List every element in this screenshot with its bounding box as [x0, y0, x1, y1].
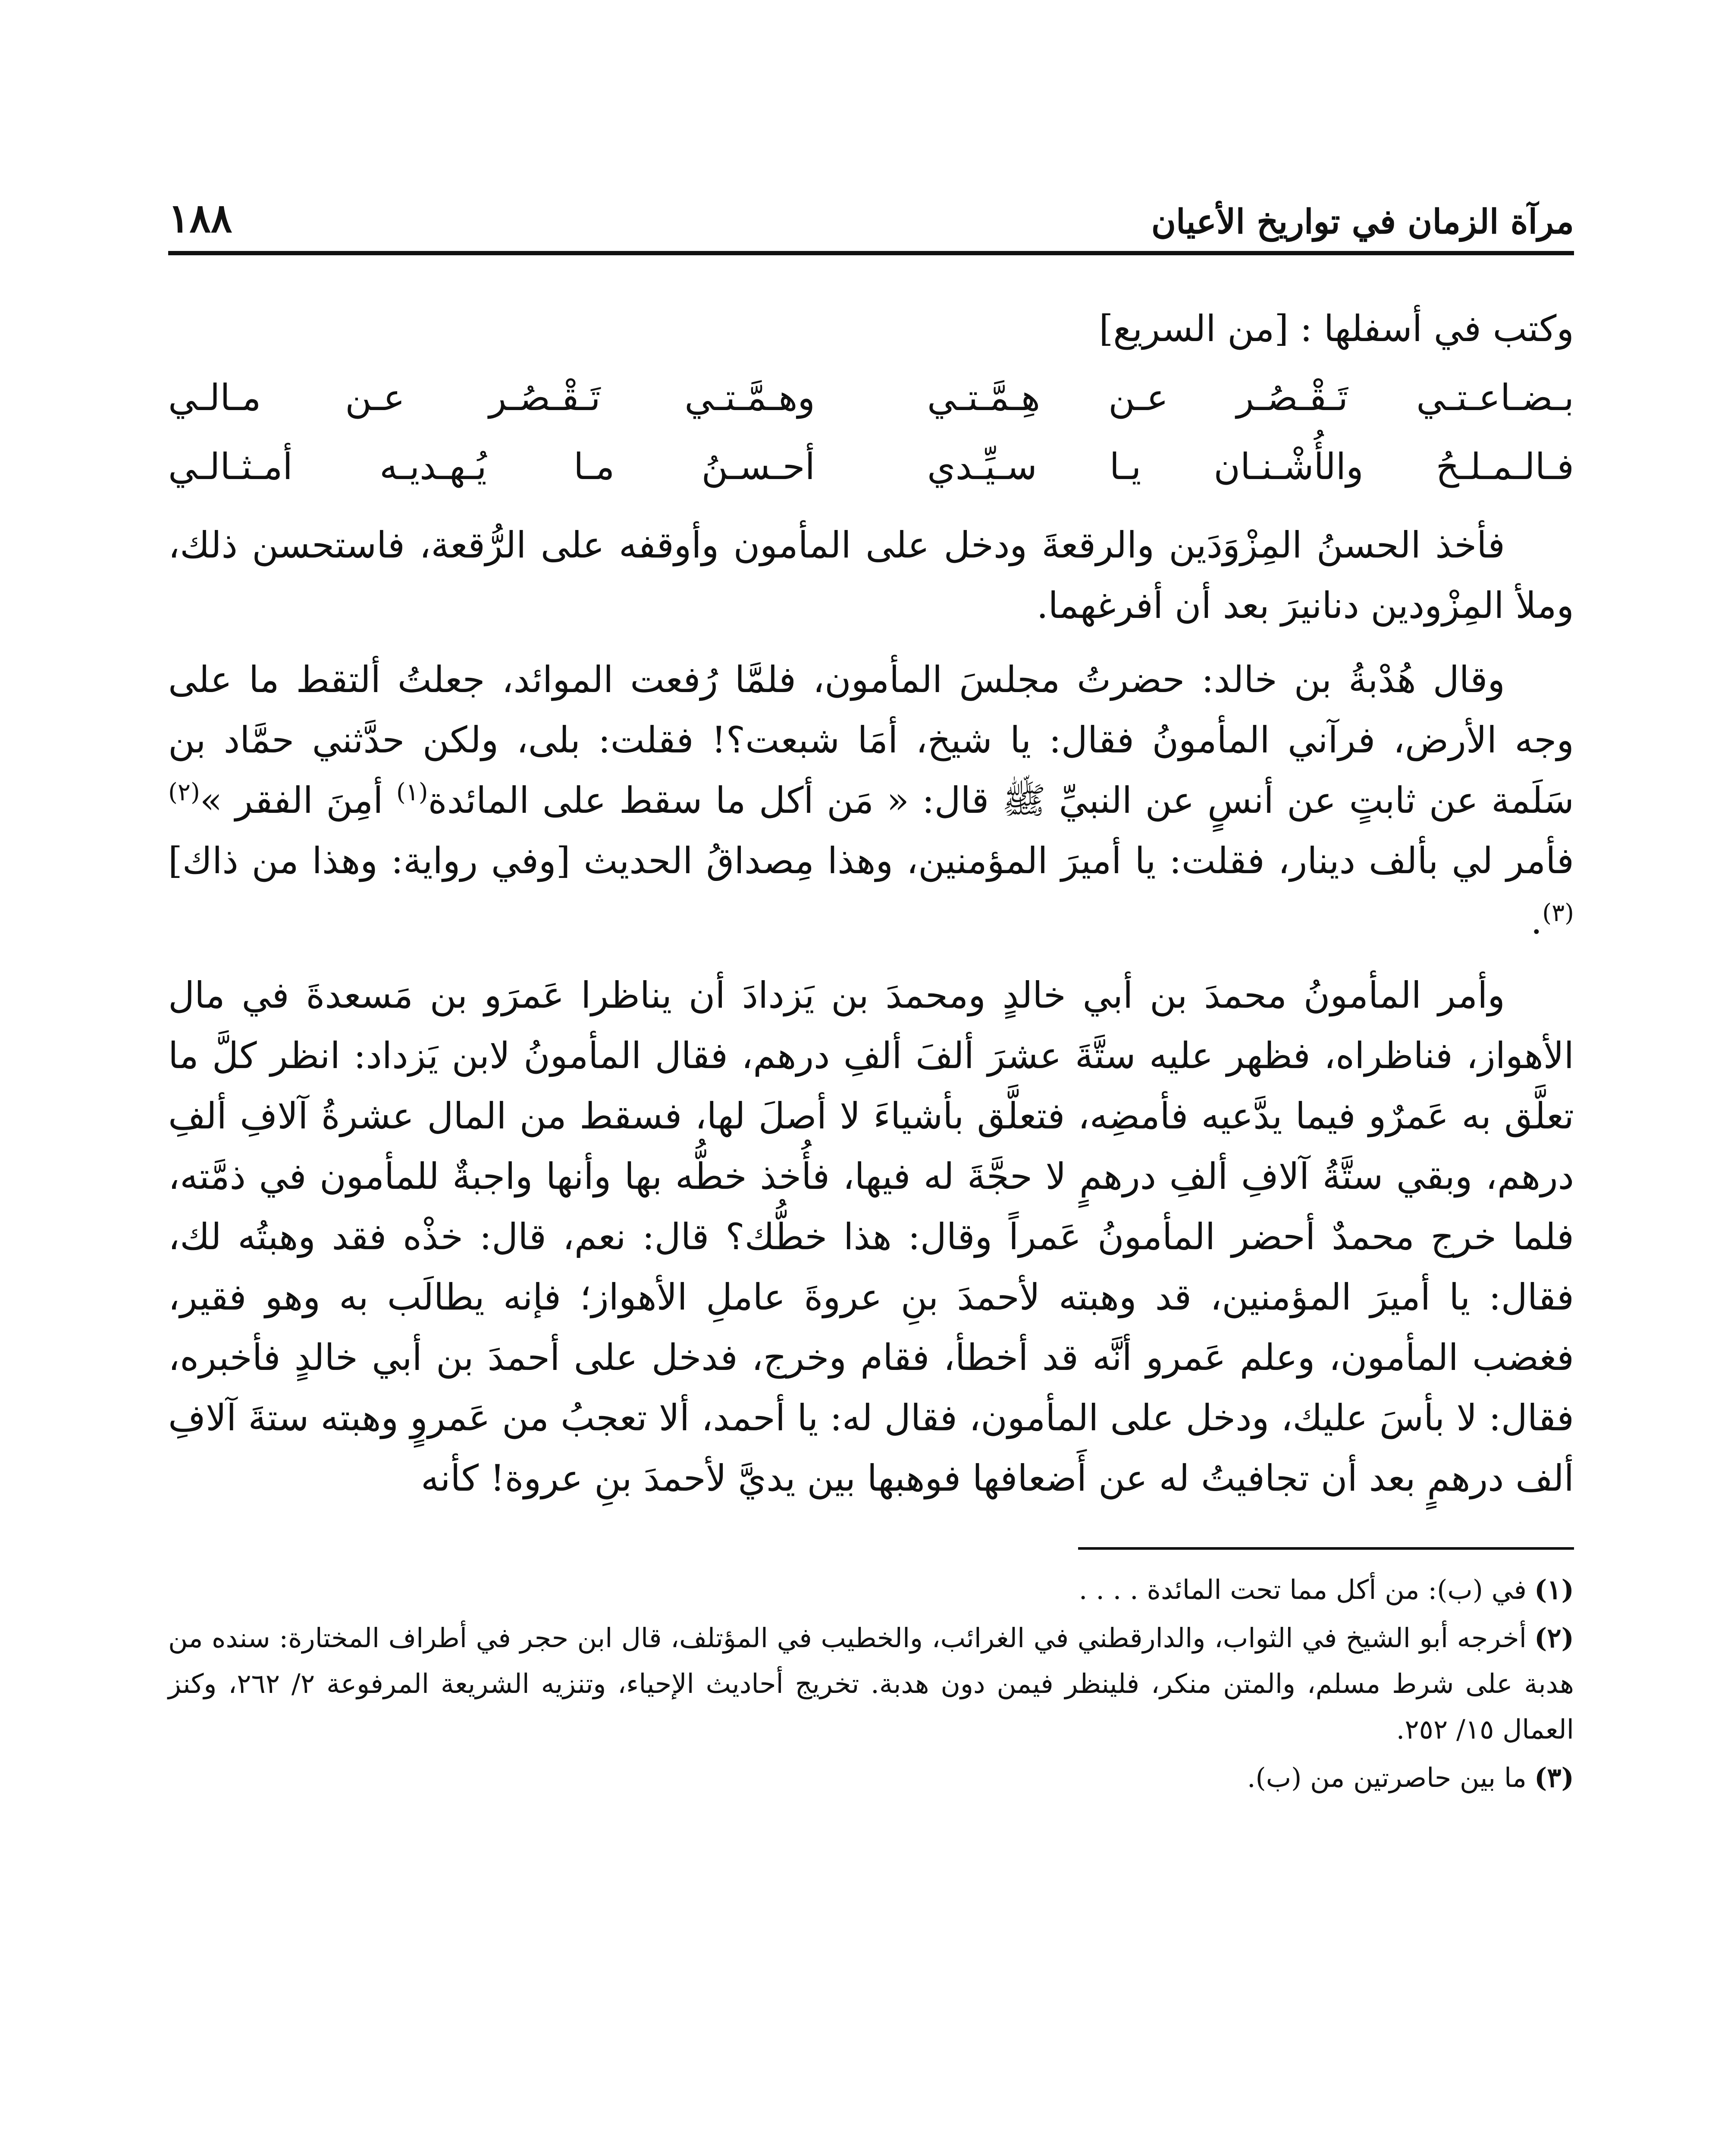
- footnote-ref: (٣): [1542, 899, 1574, 927]
- book-page: [168, 155, 1574, 2156]
- footnote-ref: (١): [396, 778, 428, 806]
- footnote-text: في (ب): من أكل مما تحت المائدة . . . .: [1079, 1574, 1527, 1605]
- running-header: [168, 155, 1574, 255]
- footnote-text: أخرجه أبو الشيخ في الثواب، والدارقطني في الغرائب، والخطيب في المؤتلف، قال ابن حجر في أطراف المختارة: سنده من هدبة على شرط مسلم، والمتن منكر، فلينظر فيمن دون هدبة. تخريج أحاديث الإحياء، وتنزيه الشريعة المرفوعة ٢/ ٢٦٢، وكنز العمال ١٥/ ٢٥٢.: [168, 1622, 1574, 1745]
- footnote: [168, 1567, 1574, 1613]
- paragraph: [168, 649, 1574, 951]
- paragraph-text: أمِنَ الفقر »: [200, 779, 396, 821]
- verse-first-hemistich: بـضـاعـتـي تَـقْـصُـر عـن هِـمَّـتـي: [927, 376, 1574, 419]
- footnote-number: (٣): [1534, 1762, 1574, 1793]
- footnote-number: (٢): [1534, 1622, 1574, 1654]
- poem: [168, 363, 1574, 501]
- footnote-number: (١): [1534, 1574, 1574, 1605]
- footnote-ref: (٢): [168, 778, 200, 806]
- running-title: مرآة الزمان في تواريخ الأعيان: [1151, 202, 1574, 241]
- poem-verse: [168, 363, 1574, 432]
- paragraph: فأخذ الحسنُ المِزْوَدَين والرقعةَ ودخل على المأمون وأوقفه على الرُّقعة، فاستحسن ذلك، وملأ المِزْودين دنانيرَ بعد أن أفرغهما.: [168, 524, 1574, 627]
- paragraph-text: فأمر لي بألف دينار، فقلت: يا أميرَ المؤمنين، وهذا مِصداقُ الحديث [وفي رواية: وهذا من ذاك]: [168, 840, 1574, 882]
- verse-first-hemistich: فـالـمـلـحُ والأُشْـنـان يـا سـيِّـدي: [927, 445, 1574, 488]
- footnotes: [168, 1567, 1574, 1801]
- verse-second-hemistich: وهـمَّـتـي تَـقْـصُـر عـن مـالـي: [168, 376, 815, 419]
- paragraph-text: .: [1530, 900, 1543, 942]
- footnote-text: ما بين حاصرتين من (ب).: [1247, 1762, 1527, 1793]
- paragraph-text: وقال هُدْبةُ بن خالد: حضرتُ مجلسَ المأمون، فلمَّا رُفعت الموائد، جعلتُ ألتقط ما على وجه الأرض، فرآني المأمونُ فقال: يا شيخ، أمَا شبعت؟! فقلت: بلى، ولكن حدَّثني حمَّاد بن سَلَمة عن ثابتٍ عن أنسٍ عن النبيِّ ﷺ قال: « مَن أكل ما سقط على المائدة: [168, 658, 1574, 821]
- footnote-divider: [1078, 1547, 1574, 1550]
- verse-second-hemistich: أحـسـنُ مـا يُـهـديـه أمـثـالـي: [168, 445, 815, 488]
- footnote: [168, 1755, 1574, 1801]
- paragraph: وأمر المأمونُ محمدَ بن أبي خالدٍ ومحمدَ بن يَزدادَ أن يناظرا عَمرَو بن مَسعدةَ في مال الأهواز، فناظراه، فظهر عليه ستَّةَ عشرَ ألفَ ألفِ درهم، فقال المأمونُ لابن يَزداد: انظر كلَّ ما تعلَّق به عَمرٌو فيما يدَّعيه فأمضِه، فتعلَّق بأشياءَ لا أصلَ لها، فسقط من المال عشرةُ آلافِ ألفِ درهم، وبقي ستَّةُ آلافِ ألفِ درهمٍ لا حجَّةَ له فيها، فأُخذ خطُّه بها وأنها واجبةٌ للمأمون في ذمَّته، فلما خرج محمدٌ أحضر المأمونُ عَمراً وقال: هذا خطُّك؟ قال: نعم، قال: خذْه فقد وهبتُه لك، فقال: يا أميرَ المؤمنين، قد وهبته لأحمدَ بنِ عروةَ عاملِ الأهواز؛ فإنه يطالَب به وهو فقير، فغضب المأمون، وعلم عَمرو أنَّه قد أخطأ، فقام وخرج، فدخل على أحمدَ بن أبي خالدٍ فأخبره، فقال: لا بأسَ عليك، ودخل على المأمون، فقال له: يا أحمد، ألا تعجبُ من عَمروٍ وهبته ستةَ آلافِ ألف درهمٍ بعد أن تجافيتُ له عن أَضعافها فوهبها بين يديَّ لأحمدَ بنِ عروة! كأنه: [168, 974, 1574, 1499]
- poem-verse: [168, 432, 1574, 501]
- body-text: [168, 298, 1574, 1508]
- poem-intro: وكتب في أسفلها : [من السريع]: [1099, 307, 1574, 350]
- page-number: ١٨٨: [168, 195, 232, 241]
- footnote: [168, 1615, 1574, 1752]
